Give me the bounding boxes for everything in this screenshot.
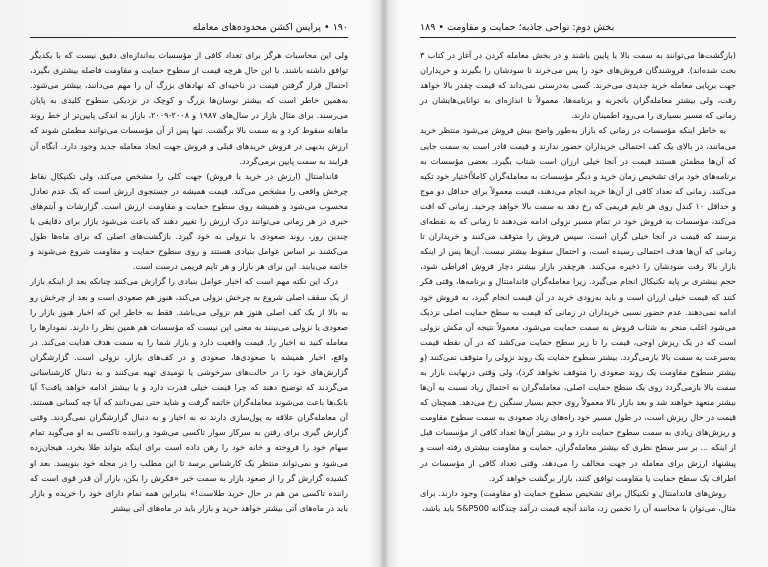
right-page-body: [420, 48, 736, 516]
left-page-body: [30, 48, 348, 516]
right-page: [384, 0, 768, 567]
right-paragraph-3: روش‌های فاندامنتال و تکنیکال برای تشخیص سطوح حمایت (و مقاومت) وجود دارند. برای مثال، می‌توان با محاسبه آن را تخمین زد، مانند آنچه قیمت درآمد چندگانه S&P500 باید باشد،: [420, 487, 736, 513]
left-paragraph-2: فاندامنتال (ارزش در خرید یا فروش) جهت کلی را مشخص می‌کند، ولی تکنیکال نقاط چرخش واقعی را مشخص می‌کند. قیمت همیشه در جستجوی ارزش است که یک عدم تعادل محسوب می‌شود و همیشه روی سطوح حمایت و مقاومت ارزش است. گزارشات و آیتم‌های خبری در هر زمانی می‌توانند درک ارزش را تغییر دهند که باعث می‌شود بازار برای دقایقی یا چندین روز، روند صعودی یا نزولی به خود گیرد. بازگشت‌های اصلی که برای ماه‌ها طول می‌کشند بر اساس عوامل بنیادی هستند و روی سطوح حمایت و مقاومت شروع می‌شوند و خاتمه می‌یابند. این برای هر بازار و هر تایم فریمی درست است.: [30, 170, 348, 272]
left-page-header: ۱۹۰ • پرایس اکشن محدوده‌های معامله: [30, 22, 348, 38]
right-paragraph-1: (بازگشت‌ها می‌توانند به سمت بالا یا پایین باشند و در بخش معامله کردن در آغاز در کتاب ۳ بحث شده‌اند). فروشندگان فروش‌های خود را پس می‌خرند تا سودشان را بگیرند و خریداران جهت برپایی معامله خرید جدیدی می‌خرند. کسی به‌درستی نمی‌داند که قیمت چقدر بالا خواهد رفت، ولی بیشتر معامله‌گران باتجربه و برنامه‌ها، معمولاً تا اندازه‌ای به توانایی‌هایشان در زمانی که مسیر بسیاری را می‌رود اطمینان دارند.: [420, 50, 736, 121]
left-paragraph-3: درک این نکته مهم است که اخبار عوامل بنیادی را گزارش می‌کنند چنانکه بعد از اینکه بازار از یک سقف اصلی شروع به چرخش نزولی می‌کند، هنوز هم صعودی است و بعد از چرخش رو به بالا از یک کف اصلی هنوز هم نزولی می‌باشد. فقط به خاطر این که اخبار هنوز بازار را صعودی یا نزولی می‌بینند به معنی این نیست که مؤسسات هم همین نظر را دارند. نمودارها را معامله کنید نه اخبار را. قیمت واقعیت دارد و بازار شما را به سمت هدف هدایت می‌کند. در واقع، اخبار همیشه با صعودی‌ها، صعودی و در کف‌های بازار، نزولی است. گزارشگران گزارش‌های خود را در حالت‌های سرخوشی یا نومیدی تهیه می‌کنند و به دنبال کارشناسانی می‌گردند که توضیح دهند که چرا قیمت خیلی قدرت دارد و یا بیشتر ادامه خواهد یافت؟ آیا بانک‌ها باعث می‌شوند معامله‌گران خاتمه گرفت و شاید حتی نمی‌دانند که آیا چه کسانی هستند. آن معامله‌گران علاقه به پول‌سازی دارند نه به اخبار و به دنبال گزارشگران نمی‌گردند. وقتی گزارش گیری برای رفتن به سرکار سوار تاکسی می‌شود و راننده تاکسی به او می‌گوید تمام سهام خود را فروخته و خانه خود را رهن داده است برای اینکه بتواند طلا بخرد، هیجان‌زده می‌شود و نمی‌تواند منتظر یک کارشناس برسد تا این مطلب را در مجله خود بنویسد. بعد او کشیده گزارش گر را از صعود بازار به سمت خبر «فکرش را بکن، بازار آن قدر قوی است که راننده تاکسی من هم در حال خرید طلاست!» بنابراین همه تمام دارای خود را خریده و بازار باید در ماه‌های آتی بیشتر خواهد خرید و بازار باید در ماه‌های آتی بیشتر: [30, 276, 348, 513]
right-paragraph-2: به خاطر اینکه مؤسسات در زمانی که بازار به‌طور واضح بیش فروش می‌شود منتظر خرید می‌مانند، در بالای یک کف احتمالی خریداران حضور ندارند و قیمت قادر است به سمت جایی که آن‌ها مطمئن هستند قیمت در آنجا خیلی ارزان است شتاب بگیرد. بعضی مؤسسات به برنامه‌های خود برای تشخیص زمان خرید و دیگر مؤسسات به معامله‌گران کاملاً‌اختیار خود تکیه می‌کنند. زمانی که تعداد کافی از آن‌ها خرید انجام می‌دهند، قیمت معمولاً برای حداقل دو موج و حداقل ۱۰ کندل روی هر تایم فریمی که رخ دهد به سمت بالا خواهد چرخید. زمانی که افت می‌کند، مؤسسات به فروش خود در تمام مسیر نزولی ادامه می‌دهند تا زمانی که به نقطه‌ای برسند که قیمت در آنجا خیلی گران است. سپس فروش را متوقف می‌کنند و خریداران تا زمانی که آن‌ها هدف احتمالی رسیده است، و احتمال سقوط بیشتر نیست. آن‌ها پس از اینکه بازار بالا رفت سودشان را ذخیره می‌کنند. هرچقدر بازار بیشتر دچار فروش افراطی شود، حجم بیشتری بر پایه تکنیکال انجام می‌گیرد. زیرا معامله‌گران فاندامنتال و برنامه‌ها، وقتی فکر کنند که قیمت خیلی ارزان است و باید به‌زودی خرید در آن قیمت انجام گیرد، به فروش خود ادامه نمی‌دهند. عدم حضور نسبی خریداران در زمانی که قیمت به سطح حمایت اصلی نزدیک می‌شود اغلب منجر به شتاب فروش به سمت حمایت می‌شود، معمولاً نتیجه آن مکش نزولی است که در یک ریزش اوجی، قیمت را تا زیر سطح حمایت می‌کشد که در آن نقطه قیمت به‌سرعت به سمت بالا بازمی‌گردد. بیشتر سطوح حمایت یک روند نزولی را متوقف نمی‌کنند (و بیشتر سطوح مقاومت یک روند صعودی را متوقف نخواهد کرد)، ولی وقتی درنهایت بازار به سمت بالا بازمی‌گردد روی یک سطح حمایت اصلی، معامله‌گران به احتمال زیاد نسبت به آن‌ها بیشتر متعهد خواهند شد و بعد بازار بالا معمولاً روی حجم بسیار سنگین رخ می‌دهد. همچنان که قیمت در حال ریزش است، در طول مسیر خود راه‌های زیاد صعودی به سمت سطوح مقاومت و ریزش‌های زیادی به سمت سطوح حمایت دارد و در بیشتر آن‌ها تعداد کافی از مؤسسات قبل از اینکه ... بر سر سطح نظری که بیشتر معامله‌گران، حمایت و مقاومت بیشتری رفته است و پیشنهاد ارزش برای معامله در جهت مخالف را می‌دهد، وقتی تعداد کافی از مؤسسات در اطراف یک سطح حمایت یا مقاومت توافق کنند، بازار برگشت خواهد کرد.: [420, 125, 736, 483]
left-paragraph-1: ولی این محاسبات هرگز برای تعداد کافی از مؤسسات به‌اندازه‌ای دقیق نیست که با یکدیگر توافق داشته باشند. با این حال هرچه قیمت از سطوح حمایت و مقاومت فاصله بیشتری بگیرد، احتمال قرار گرفتن قیمت در ناحیه‌ای که نهادهای بزرگ آن را مهم می‌دانند، بیشتر می‌شود. به‌همین خاطر است که بیشتر نوسان‌ها بزرگ و کوچک در نزدیکی سطوح کلیدی به پایان می‌رسند. برای مثال بازار در سال‌های ۱۹۸۷ و ۲۰۰۸-۲۰۰۹، بازار به اندکی پایین‌تر از خط روند ماهانه سقوط کرد و به سمت بالا برگشت. تنها پس از آن مؤسسات می‌توانند مطمئن شوند که ارزش بدیهی در فروش خریدهای قبلی و فروش جهت ایجاد معامله جدید وجود دارد. آنگاه آن فرایند به سمت پایین برمی‌گردد.: [30, 50, 348, 166]
right-page-header: بخش دوم: نواحی جاذبه؛ حمایت و مقاومت • ۱۸۹: [420, 22, 736, 38]
